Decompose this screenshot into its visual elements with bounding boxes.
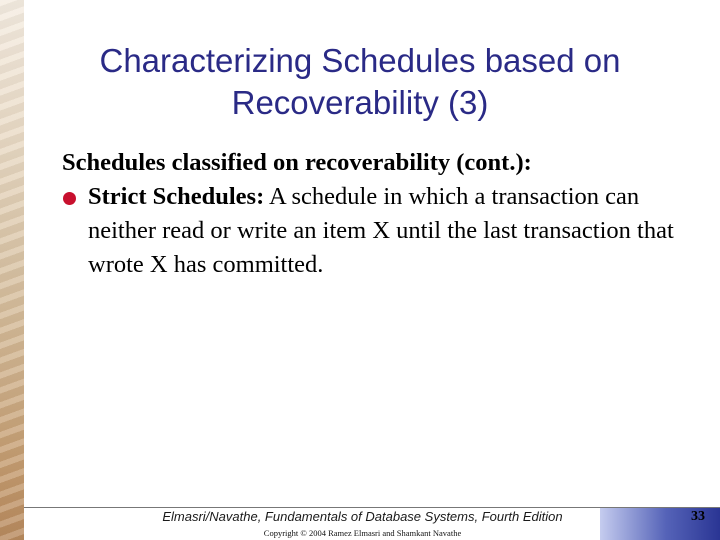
slide-title-line-1: Characterizing Schedules based on [99, 42, 621, 79]
bullet-text: A schedule in which a transaction can neither read or write an item X until the last transaction that wrote X has committed. [88, 183, 674, 278]
slide-title-line-2: Recoverability (3) [231, 84, 489, 121]
slide-title [40, 40, 680, 124]
bullet-term: Strict Schedules: [88, 183, 265, 210]
section-heading: Schedules classified on recoverability (cont.): [62, 149, 532, 176]
bullet-item [62, 180, 702, 282]
bullet-dot-icon [63, 192, 76, 205]
decorative-side-image [0, 0, 24, 540]
page-number: 33 [691, 509, 705, 524]
footer-citation: Elmasri/Navathe, Fundamentals of Database Systems, Fourth Edition [162, 509, 563, 524]
slide-body [62, 146, 702, 282]
footer-copyright: Copyright © 2004 Ramez Elmasri and Shamkant Navathe [263, 528, 462, 538]
